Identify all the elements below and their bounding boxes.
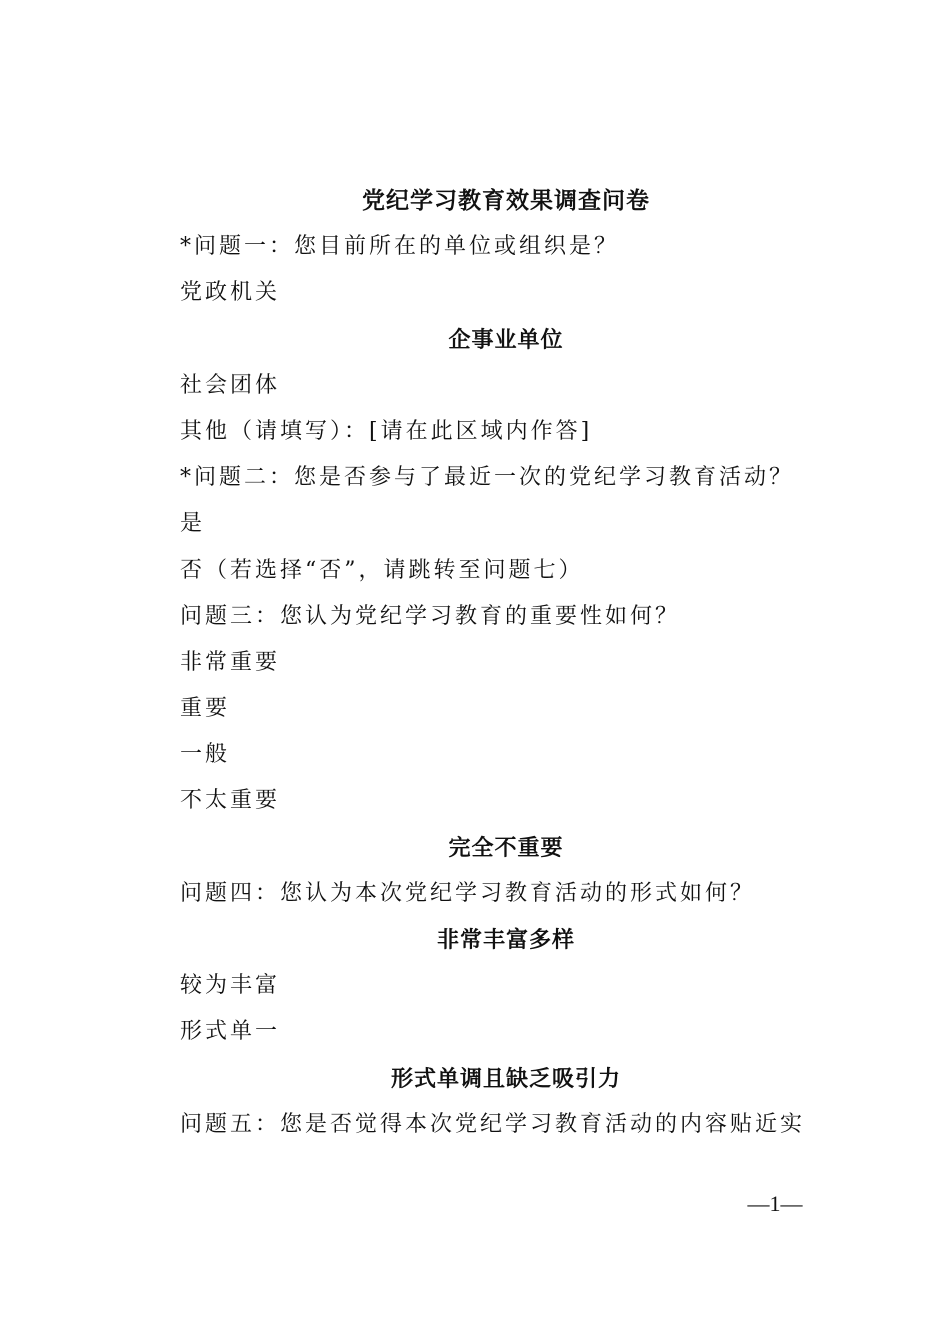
- option-text-centered: 企事业单位: [448, 326, 564, 353]
- question-1: *问题一：您目前所在的单位或组织是？: [180, 234, 620, 260]
- option-text: 社会团体: [180, 372, 281, 398]
- option-text: 一般: [180, 742, 231, 768]
- option-text: 党政机关: [180, 280, 281, 306]
- option-text: 形式单一: [180, 1019, 281, 1045]
- question-4: 问题四：您认为本次党纪学习教育活动的形式如何？: [180, 880, 756, 906]
- option-text: 非常重要: [180, 649, 281, 675]
- option-text-centered: 非常丰富多样: [436, 927, 575, 953]
- option-text: 较为丰富: [180, 973, 281, 999]
- page-number: —1—: [747, 1191, 803, 1216]
- option-text: 否（若选择“否”，请跳转至问题七）: [180, 557, 584, 583]
- option-text: 其他（请填写）：[请在此区域内作答]: [180, 418, 593, 444]
- document-body: [180, 178, 832, 1148]
- option-text: 是: [180, 511, 206, 537]
- question-3: 问题三：您认为党纪学习教育的重要性如何？: [180, 603, 681, 629]
- option-text: 重要: [180, 696, 231, 722]
- option-text-centered: 形式单调且缺乏吸引力: [390, 1065, 621, 1092]
- document-title: 党纪学习教育效果调查问卷: [362, 187, 650, 214]
- question-2: *问题二：您是否参与了最近一次的党纪学习教育活动？: [180, 465, 795, 491]
- option-text-centered: 完全不重要: [448, 834, 564, 861]
- option-text: 不太重要: [180, 788, 281, 814]
- question-5: 问题五：您是否觉得本次党纪学习教育活动的内容贴近实: [180, 1111, 806, 1137]
